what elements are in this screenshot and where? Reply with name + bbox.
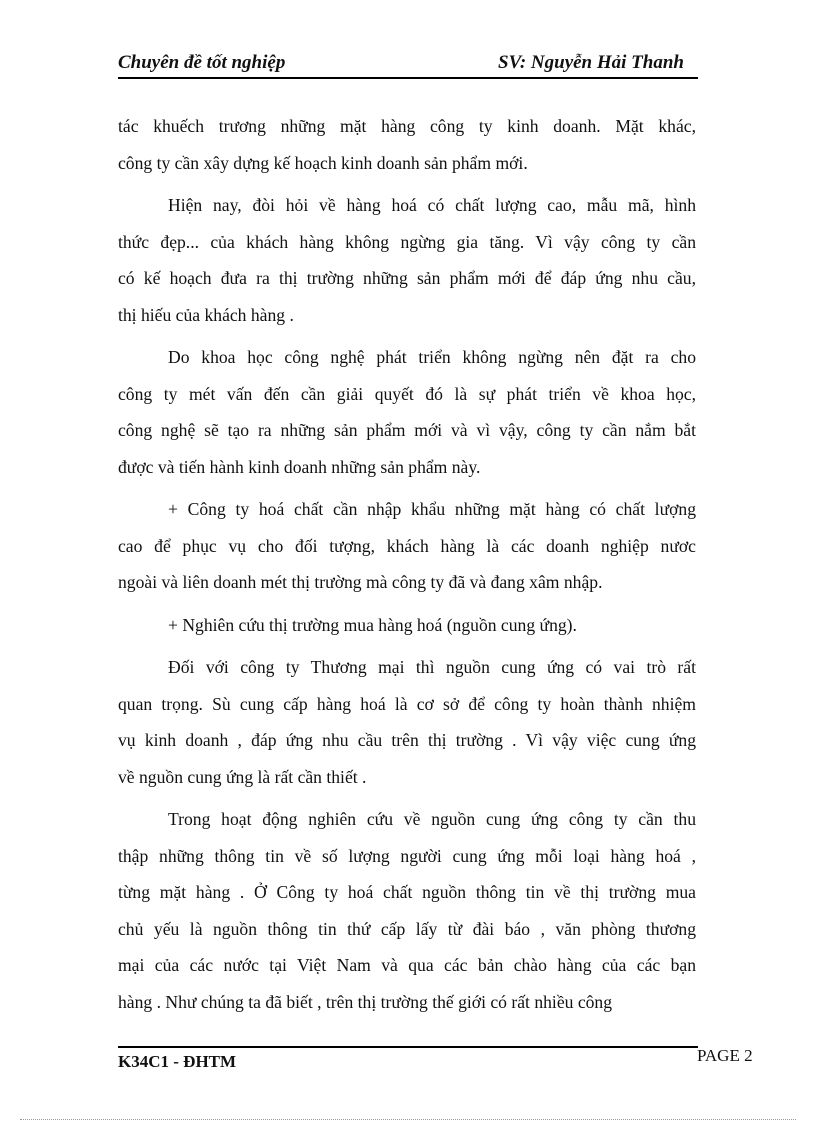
text-line: Do khoa học công nghệ phát triển không ngừng nên đặt ra cho: [168, 347, 696, 367]
paragraph: [118, 187, 696, 333]
footer-divider: [118, 1046, 698, 1048]
text-line: mại của các nước tại Việt Nam và qua các bản chào hàng của các bạn: [118, 955, 696, 975]
text-line: tác khuếch trương những mặt hàng công ty kinh doanh. Mặt khác,: [118, 116, 696, 136]
text-line: + Nghiên cứu thị trường mua hàng hoá (nguồn cung ứng).: [168, 614, 577, 635]
paragraph: [118, 649, 696, 795]
paragraph: [118, 108, 696, 181]
text-line: hàng . Như chúng ta đã biết , trên thị trường thế giới có rất nhiều công: [118, 991, 613, 1012]
text-line: + Công ty hoá chất cần nhập khẩu những mặt hàng có chất lượng: [168, 499, 696, 519]
paragraph: [118, 607, 696, 644]
header-student-name: SV: Nguyễn Hải Thanh: [498, 52, 684, 73]
page-bottom-edge: [20, 1119, 796, 1120]
text-line: về nguồn cung ứng là rất cần thiết .: [118, 766, 367, 787]
page-number: PAGE 2: [697, 1046, 753, 1065]
text-line: có kế hoạch đưa ra thị trường những sản phẩm mới để đáp ứng nhu cầu,: [118, 268, 696, 288]
paragraph: [118, 339, 696, 485]
text-line: công nghệ sẽ tạo ra những sản phẩm mới và vì vậy, công ty cần nắm bắt: [118, 420, 696, 440]
text-line: quan trọng. Sù cung cấp hàng hoá là cơ sở để công ty hoàn thành nhiệm: [118, 693, 696, 714]
text-line: công ty cần xây dựng kế hoạch kinh doanh sản phẩm mới.: [118, 152, 528, 173]
text-line: thị hiếu của khách hàng .: [118, 304, 294, 325]
body-text: [118, 108, 696, 1026]
header-divider: [118, 77, 698, 79]
paragraph: [118, 491, 696, 601]
text-line: thức đẹp... của khách hàng không ngừng gia tăng. Vì vậy công ty cần: [118, 231, 696, 252]
header-title: Chuyên đề tốt nghiệp: [118, 52, 286, 73]
text-line: thập những thông tin về số lượng người cung ứng mỗi loại hàng hoá ,: [118, 845, 696, 866]
text-line: ngoài và liên doanh mét thị trường mà công ty đã và đang xâm nhập.: [118, 572, 603, 592]
paragraph: [118, 801, 696, 1020]
footer-class-code: K34C1 - ĐHTM: [118, 1052, 237, 1071]
text-line: vụ kinh doanh , đáp ứng nhu cầu trên thị trường . Vì vậy việc cung ứng: [118, 730, 696, 750]
text-line: công ty mét vấn đến cần giải quyết đó là sự phát triển về khoa học,: [118, 383, 696, 404]
text-line: chủ yếu là nguồn thông tin thứ cấp lấy từ đài báo , văn phòng thương: [118, 918, 696, 939]
text-line: Trong hoạt động nghiên cứu về nguồn cung ứng công ty cần thu: [168, 809, 696, 829]
text-line: từng mặt hàng . Ở Công ty hoá chất nguồn thông tin về thị trường mua: [118, 882, 696, 902]
text-line: Đối với công ty Thương mại thì nguồn cung ứng có vai trò rất: [168, 657, 696, 677]
text-line: cao để phục vụ cho đối tượng, khách hàng là các doanh nghiệp nươc: [118, 535, 696, 556]
text-line: Hiện nay, đòi hỏi về hàng hoá có chất lượng cao, mẫu mã, hình: [168, 195, 696, 215]
text-line: được và tiến hành kinh doanh những sản phẩm này.: [118, 456, 481, 477]
